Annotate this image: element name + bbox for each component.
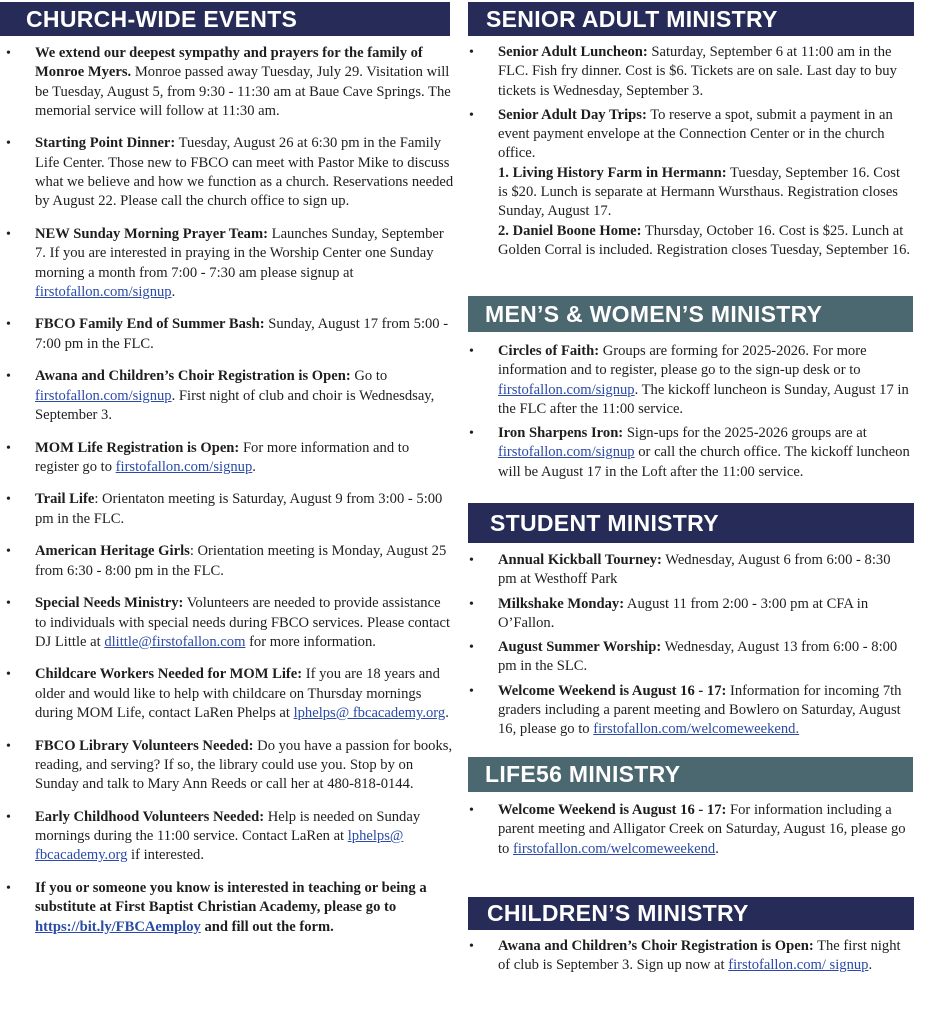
signup-link[interactable]: lphelps@ fbcacademy.org [293,704,446,721]
signup-link[interactable]: lphelps@ fbcacademy.org [35,828,404,864]
trip-entry [498,222,912,261]
list-item [498,43,912,101]
item-text: To reserve a spot, submit a payment in an event payment envelope at the Connection Center or in the church office. [498,106,893,162]
item-text: Monroe passed away Tuesday, July 29. Visitation will be Tuesday, August 5, from 9:30 - 11:30 am at Baue Cave Springs. The memorial service will follow at 11:30 am. [35,64,451,119]
signup-link[interactable]: firstofallon.com/signup [498,381,635,398]
item-text: Sign-ups for the 2025-2026 groups are at [623,425,867,442]
trip-entry [498,164,912,222]
list-item [35,594,455,652]
list-item [498,595,912,634]
section-header-children: CHILDREN’S MINISTRY [468,897,914,930]
signup-link[interactable]: firstofallon.com/signup [35,283,172,300]
list-item [35,737,455,795]
item-text: Help is needed on Sunday mornings during the 11:00 service. Contact LaRen at [35,808,421,845]
item-text: Launches Sunday, September 7. If you are interested in praying in the Worship Center one Sunday morning a month from 7:00 - 7:30 am please signup at [35,225,444,281]
section-header-life56: LIFE56 MINISTRY [468,757,913,792]
mens-womens-list [468,342,912,487]
list-item [35,542,455,581]
item-text-after: if interested. [127,847,204,864]
item-text: Tuesday, September 16. Cost is $20. Lunch is separate at Hermann Wursthaus. Registration closes Sunday, August 17. [498,164,901,220]
item-heading: August Summer Worship: [498,639,662,656]
list-item [498,801,912,859]
signup-link[interactable]: firstofallon.com/welcomeweekend. [593,721,800,738]
signup-link[interactable]: dlittle@firstofallon.com [104,633,246,650]
item-heading: 1. Living History Farm in Hermann: [498,164,727,181]
item-text-after: . [715,840,719,857]
list-item [498,638,912,677]
employment-link[interactable]: https://bit.ly/FBCAemploy [35,918,201,935]
list-item [498,682,912,740]
item-text: Wednesday, August 6 from 6:00 - 8:30 pm at Westhoff Park [498,552,891,588]
item-heading: Special Needs Ministry: [35,595,184,612]
item-heading: FBCO Family End of Summer Bash: [35,316,265,333]
signup-link[interactable]: firstofallon.com/signup [35,387,172,404]
item-heading: Awana and Children’s Choir Registration is Open: [35,368,351,385]
item-text-after: . [252,458,256,475]
item-heading: Welcome Weekend is August 16 - 17: [498,682,727,699]
item-text-after: . [868,957,873,974]
item-heading: If you or someone you know is interested in teaching or being a substitute at First Baptist Christian Academy, please go to [35,879,427,916]
item-heading: Starting Point Dinner: [35,135,176,152]
item-text-after: . [445,704,449,721]
item-heading: Iron Sharpens Iron: [498,425,624,442]
item-text-after: . First night of club and choir is Wednesdsay, September 3. [35,387,435,423]
list-item [35,225,455,302]
list-item [35,367,455,425]
list-item [498,106,912,260]
list-item [498,937,912,976]
item-text: Groups are forming for 2025-2026. For more information and to register, please go to the sign-up desk or to [498,343,867,379]
item-heading: Awana and Children’s Choir Registration is Open: [498,938,814,954]
list-item [35,490,455,529]
item-text: Wednesday, August 13 from 6:00 - 8:00 pm in the SLC. [498,639,898,675]
senior-adult-list [468,43,912,265]
item-heading: Circles of Faith: [498,343,600,359]
item-heading: Childcare Workers Needed for MOM Life: [35,666,303,683]
list-item [35,439,455,478]
church-wide-events-list [0,44,455,950]
signup-link[interactable]: firstofallon.com/signup [498,444,635,461]
item-heading: 2. Daniel Boone Home: [498,222,642,239]
item-text: Thursday, October 16. Cost is $25. Lunch at Golden Corral is included. Registration closes Tuesday, September 16. [498,222,911,258]
item-heading: Early Childhood Volunteers Needed: [35,808,265,825]
item-text: For more information and to register go to [35,439,410,475]
signup-link[interactable]: firstofallon.com/ signup [728,957,869,974]
item-text: Sunday, August 17 from 5:00 - 7:00 pm in the FLC. [35,316,449,352]
item-text: Volunteers are needed to provide assistance to individuals with special needs during FBCO services. Please contact DJ Little at [35,595,451,650]
list-item [35,134,455,211]
item-heading: FBCO Library Volunteers Needed: [35,737,254,754]
student-ministry-list [468,551,912,745]
item-heading: Trail Life [35,491,95,508]
signup-link[interactable]: firstofallon.com/welcomeweekend [513,840,716,857]
item-heading: Senior Adult Luncheon: [498,44,648,60]
item-text: Saturday, September 6 at 11:00 am in the FLC. Fish fry dinner. Cost is $6. Tickets are on sale. Last day to buy tickets is Wednesday, September 3. [498,44,897,99]
item-heading: We extend our deepest sympathy and prayers for the family of Monroe Myers. [35,45,423,81]
item-heading-after: and fill out the form. [200,918,334,935]
list-item [35,665,455,723]
item-text-after: . The kickoff luncheon is Sunday, August 17 in the FLC after the 11:00 service. [498,381,909,417]
item-text-after: for more information. [245,633,376,650]
item-text: If you are 18 years and older and would like to help with childcare on Thursday mornings during MOM Life, contact LaRen Phelps at [35,666,440,721]
list-item [498,342,912,419]
item-heading: American Heritage Girls [35,543,190,560]
item-text: For information including a parent meeting and Alligator Creek on Saturday, August 16, please go to [498,802,906,857]
item-heading: Annual Kickball Tourney: [498,552,662,568]
item-text: Tuesday, August 26 at 6:30 pm in the Family Life Center. Those new to FBCO can meet with Pastor Mike to discuss what we believe and how we function as a church. Reservations needed by August 22. Please call the church office to sign up. [35,135,454,210]
bold-link-wrap [35,919,201,935]
item-heading: NEW Sunday Morning Prayer Team: [35,225,268,242]
section-header-mens-womens: MEN’S & WOMEN’S MINISTRY [468,296,913,332]
item-heading: MOM Life Registration is Open: [35,439,240,456]
list-item [35,879,455,937]
item-text-after: . [171,283,176,300]
life56-list [468,801,912,864]
item-text: The first night of club is September 3. Sign up now at [498,938,901,974]
list-item [35,315,455,354]
list-item [498,551,912,590]
item-heading: Senior Adult Day Trips: [498,106,647,123]
item-text: : Orientaton meeting is Saturday, August 9 from 3:00 - 5:00 pm in the FLC. [35,491,443,527]
item-text: : Orientation meeting is Monday, August 25 from 6:30 - 8:00 pm in the FLC. [35,543,447,579]
list-item [498,424,912,482]
item-text-after: or call the church office. The kickoff luncheon will be August 17 in the Loft after the 11:00 service. [498,444,910,480]
list-item [35,808,455,866]
item-text: Information for incoming 7th graders including a parent meeting and Bowlero on Saturday, August 16, please go to [498,682,902,738]
list-item [35,44,455,121]
item-text: August 11 from 2:00 - 3:00 pm at CFA in O’Fallon. [498,595,869,631]
childrens-ministry-list [468,937,912,981]
item-heading: Welcome Weekend is August 16 - 17: [498,802,727,818]
section-header-student: STUDENT MINISTRY [468,503,914,543]
section-header-church-wide: CHURCH-WIDE EVENTS [0,2,450,36]
section-header-senior-adult: SENIOR ADULT MINISTRY [468,2,914,36]
item-text: Go to [350,368,388,385]
item-text: Do you have a passion for books, reading, and serving? If so, the library could use you. Stop by on Sunday and talk to Mary Ann Reeds or call her at 480-818-0144. [35,737,453,793]
item-heading: Milkshake Monday: [498,595,625,612]
signup-link[interactable]: firstofallon.com/signup [115,458,253,475]
